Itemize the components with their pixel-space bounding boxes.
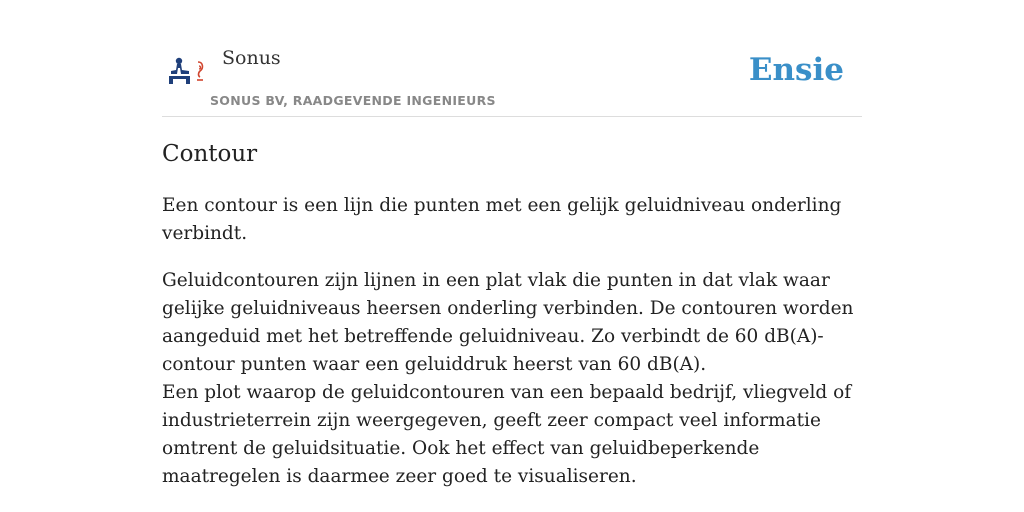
- paragraph-text: Geluidcontouren zijn lijnen in een plat vlak die punten in dat vlak waar gelijke geluidniveaus heersen onderling verbinden. De contouren worden aangeduid met het betreffende geluidniveau. Zo verbindt de 60 dB(A)-contour punten waar een geluiddruk heerst van 60 dB(A).: [162, 270, 854, 375]
- site-header: [162, 0, 862, 117]
- ensie-brand-link[interactable]: Ensie: [748, 52, 844, 88]
- page-title: Contour: [162, 141, 258, 167]
- article: [162, 140, 864, 510]
- paragraph-text: Een plot waarop de geluidcontouren van een bepaald bedrijf, vliegveld of industrieterrein zijn weergegeven, geeft zeer compact veel informatie omtrent de geluidsituatie. Ook het effect van geluidbeperkende maatregelen is daarmee zeer goed te visualiseren.: [162, 382, 852, 487]
- listener-ear-logo-icon[interactable]: [168, 56, 206, 88]
- paragraph-text: Een contour is een lijn die punten met een gelijk geluidniveau onderling verbindt.: [162, 195, 842, 244]
- site-name[interactable]: Sonus: [222, 47, 281, 69]
- definition-paragraph: [162, 192, 864, 248]
- site-tagline: SONUS BV, RAADGEVENDE INGENIEURS: [210, 93, 496, 108]
- explanation-paragraph: [162, 267, 864, 491]
